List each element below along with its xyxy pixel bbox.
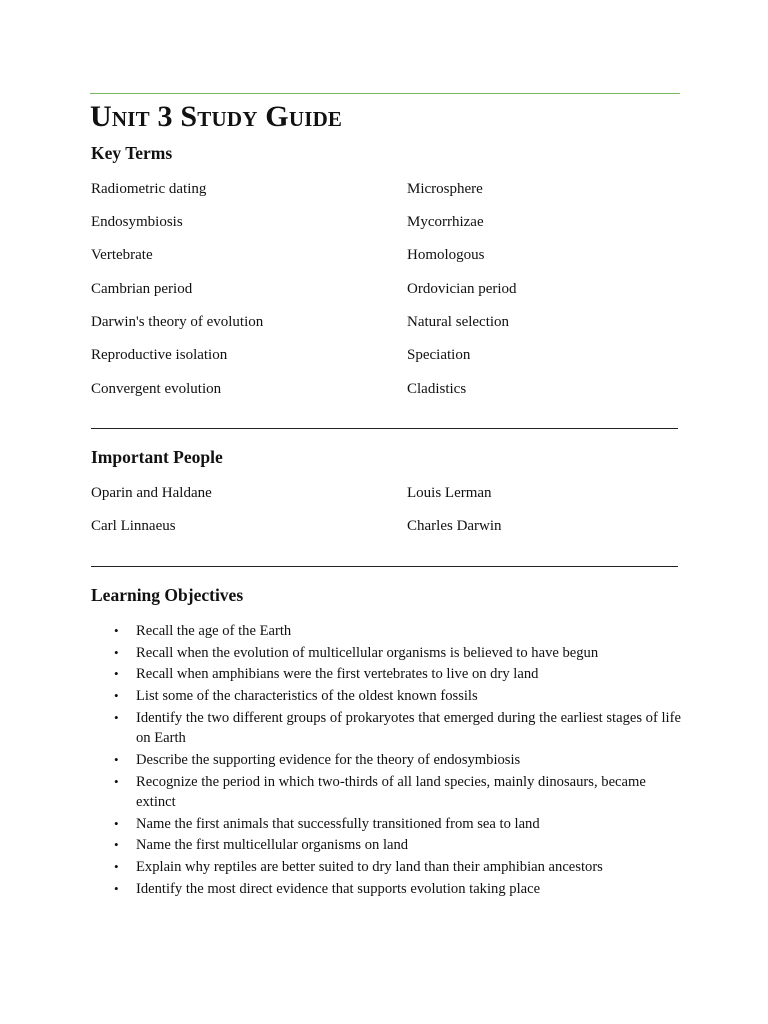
objective-text: Name the first animals that successfully transitioned from sea to land <box>136 815 540 832</box>
list-item <box>91 879 681 899</box>
bullet-icon: • <box>114 773 119 789</box>
list-item <box>91 708 681 749</box>
objective-text: Recall the age of the Earth <box>136 623 292 639</box>
bullet-icon: • <box>114 688 119 704</box>
key-term: Radiometric dating <box>91 181 207 197</box>
list-item <box>91 621 681 641</box>
bullet-icon: • <box>114 880 119 896</box>
learning-objectives-list <box>91 621 681 901</box>
objective-text: List some of the characteristics of the oldest known fossils <box>136 688 478 705</box>
key-term: Cambrian period <box>91 281 193 297</box>
list-item <box>91 750 681 770</box>
objective-text: Recognize the period in which two-thirds of all land species, mainly dinosaurs, became extinct <box>136 773 646 811</box>
list-item <box>91 664 681 684</box>
list-item <box>91 814 681 834</box>
person-name: Oparin and Haldane <box>91 485 212 501</box>
key-term: Speciation <box>407 347 471 363</box>
bullet-icon: • <box>114 751 119 767</box>
key-term: Natural selection <box>407 314 510 330</box>
bullet-icon: • <box>114 837 119 853</box>
key-term: Mycorrhizae <box>407 214 484 230</box>
objective-text: Describe the supporting evidence for the theory of endosymbiosis <box>136 751 521 768</box>
key-term: Vertebrate <box>91 247 153 263</box>
list-item <box>91 643 681 663</box>
bullet-icon: • <box>114 623 119 638</box>
person-name: Charles Darwin <box>407 518 502 534</box>
bullet-icon: • <box>114 815 119 831</box>
learning-objectives-heading: Learning Objectives <box>91 585 244 605</box>
page-title: Unit 3 Study Guide <box>90 100 343 133</box>
objective-text: Name the first multicellular organisms on land <box>136 837 409 854</box>
section-divider <box>91 566 678 567</box>
top-rule <box>90 93 680 94</box>
section-divider <box>91 428 678 429</box>
key-term: Reproductive isolation <box>91 347 228 363</box>
bullet-icon: • <box>114 666 119 682</box>
objective-text: Identify the most direct evidence that supports evolution taking place <box>136 880 541 897</box>
objective-text: Identify the two different groups of prokaryotes that emerged during the earliest stages of life on Earth <box>136 709 681 747</box>
important-people-heading: Important People <box>91 447 223 467</box>
list-item <box>91 686 681 706</box>
bullet-icon: • <box>114 644 119 660</box>
person-name: Carl Linnaeus <box>91 518 176 534</box>
key-term: Convergent evolution <box>91 381 222 397</box>
key-terms-heading: Key Terms <box>91 143 173 163</box>
key-term: Homologous <box>407 247 485 263</box>
key-term: Darwin's theory of evolution <box>91 314 264 330</box>
key-term: Endosymbiosis <box>91 214 183 230</box>
person-name: Louis Lerman <box>407 485 492 501</box>
key-term: Ordovician period <box>407 281 517 297</box>
objective-text: Explain why reptiles are better suited to dry land than their amphibian ancestors <box>136 859 603 876</box>
key-term: Microsphere <box>407 181 483 197</box>
objective-text: Recall when the evolution of multicellular organisms is believed to have begun <box>136 644 599 661</box>
list-item <box>91 772 681 813</box>
objective-text: Recall when amphibians were the first vertebrates to live on dry land <box>136 666 539 683</box>
bullet-icon: • <box>114 709 119 725</box>
list-item <box>91 835 681 855</box>
bullet-icon: • <box>114 859 119 875</box>
list-item <box>91 857 681 877</box>
key-term: Cladistics <box>407 381 467 397</box>
